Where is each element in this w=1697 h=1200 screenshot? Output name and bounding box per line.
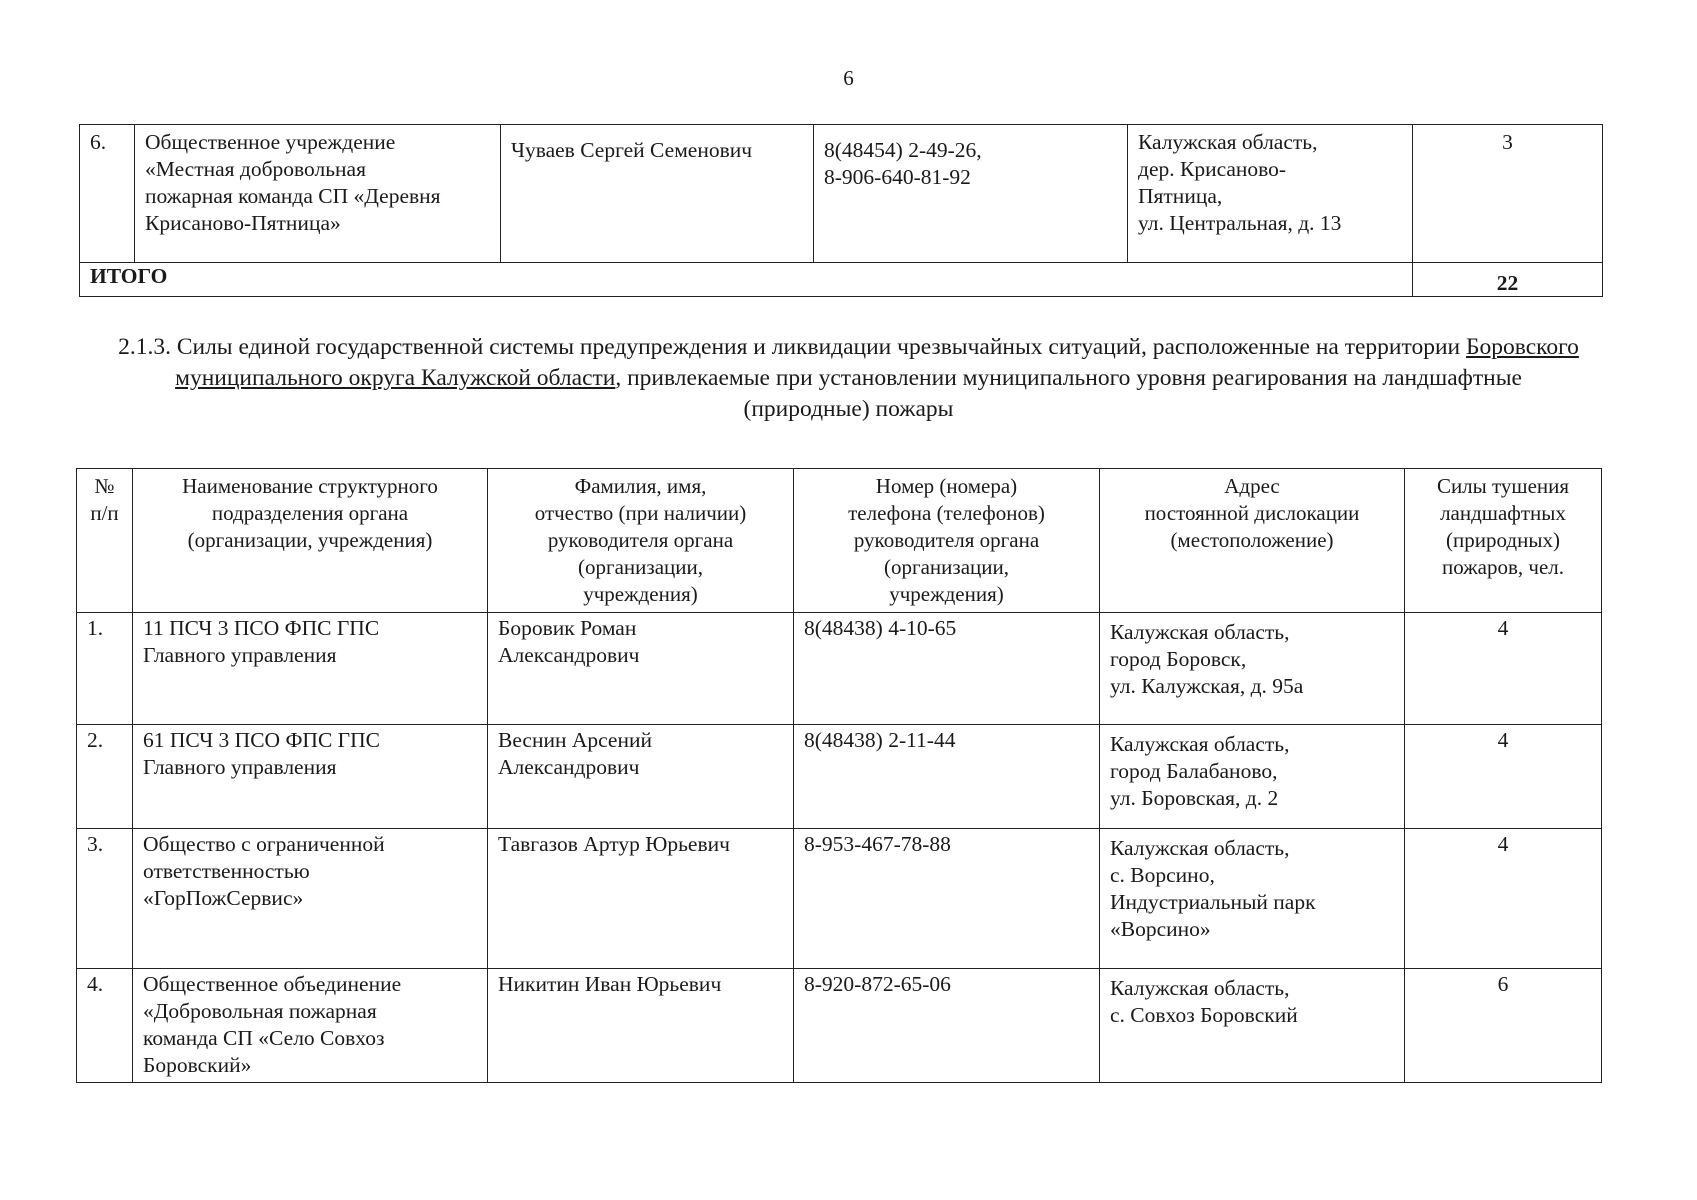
table-row: 1. 11 ПСЧ 3 ПСО ФПС ГПС Главного управления Боровик Роман Александрович 8(48438) 4-10-65 Калужская область, город Боровск, ул. Калужская, д. 95а 4	[77, 613, 1602, 725]
underlined-municipality: Боровского муниципального округа Калужской области	[175, 334, 1579, 391]
table-row: 4. Общественное объединение «Добровольная пожарная команда СП «Село Совхоз Боровский» Никитин Иван Юрьевич 8-920-872-65-06 Калужская область, с. Совхоз Боровский 6	[77, 969, 1602, 1083]
forces-table	[76, 468, 1602, 1083]
page-number: 6	[843, 66, 854, 90]
row-number-cell: 6.	[80, 125, 135, 263]
phone-cell: 8(48454) 2-49-26, 8-906-640-81-92	[814, 125, 1128, 263]
header-head: Фамилия, имя, отчество (при наличии) руководителя органа (организации, учреждения)	[488, 469, 794, 613]
head-name-cell: Чуваев Сергей Семенович	[501, 125, 814, 263]
table-row: 2. 61 ПСЧ 3 ПСО ФПС ГПС Главного управления Веснин Арсений Александрович 8(48438) 2-11-44 Калужская область, город Балабаново, ул. Боровская, д. 2 4	[77, 725, 1602, 829]
header-phone: Номер (номера) телефона (телефонов) руководителя органа (организации, учреждения)	[794, 469, 1100, 613]
top-table	[79, 124, 1603, 297]
count-cell: 3	[1413, 125, 1603, 263]
total-row	[80, 263, 1603, 297]
organization-name-cell: Общественное учреждение «Местная добровольная пожарная команда СП «Деревня Крисаново-Пятница»	[135, 125, 501, 263]
table-row: 3. Общество с ограниченной ответственностью «ГорПожСервис» Тавгазов Артур Юрьевич 8-953-467-78-88 Калужская область, с. Ворсино, Индустриальный парк «Ворсино» 4	[77, 829, 1602, 969]
header-name: Наименование структурного подразделения органа (организации, учреждения)	[133, 469, 488, 613]
section-heading: 2.1.3. Силы единой государственной системы предупреждения и ликвидации чрезвычайных ситуаций, расположенные на территории Боровского муниципального округа Калужской области, привлекаемые при установлении муниципального уровня реагирования на ландшафтные (природные) пожары	[118, 334, 1579, 422]
total-value: 22	[1413, 263, 1603, 297]
header-address: Адрес постоянной дислокации (местоположение)	[1100, 469, 1405, 613]
total-label: ИТОГО	[80, 263, 1413, 297]
address-cell: Калужская область, дер. Крисаново- Пятница, ул. Центральная, д. 13	[1128, 125, 1413, 263]
table-row	[80, 125, 1603, 263]
header-forces: Силы тушения ландшафтных (природных) пожаров, чел.	[1405, 469, 1602, 613]
header-number: № п/п	[77, 469, 133, 613]
table-header-row	[77, 469, 1602, 613]
